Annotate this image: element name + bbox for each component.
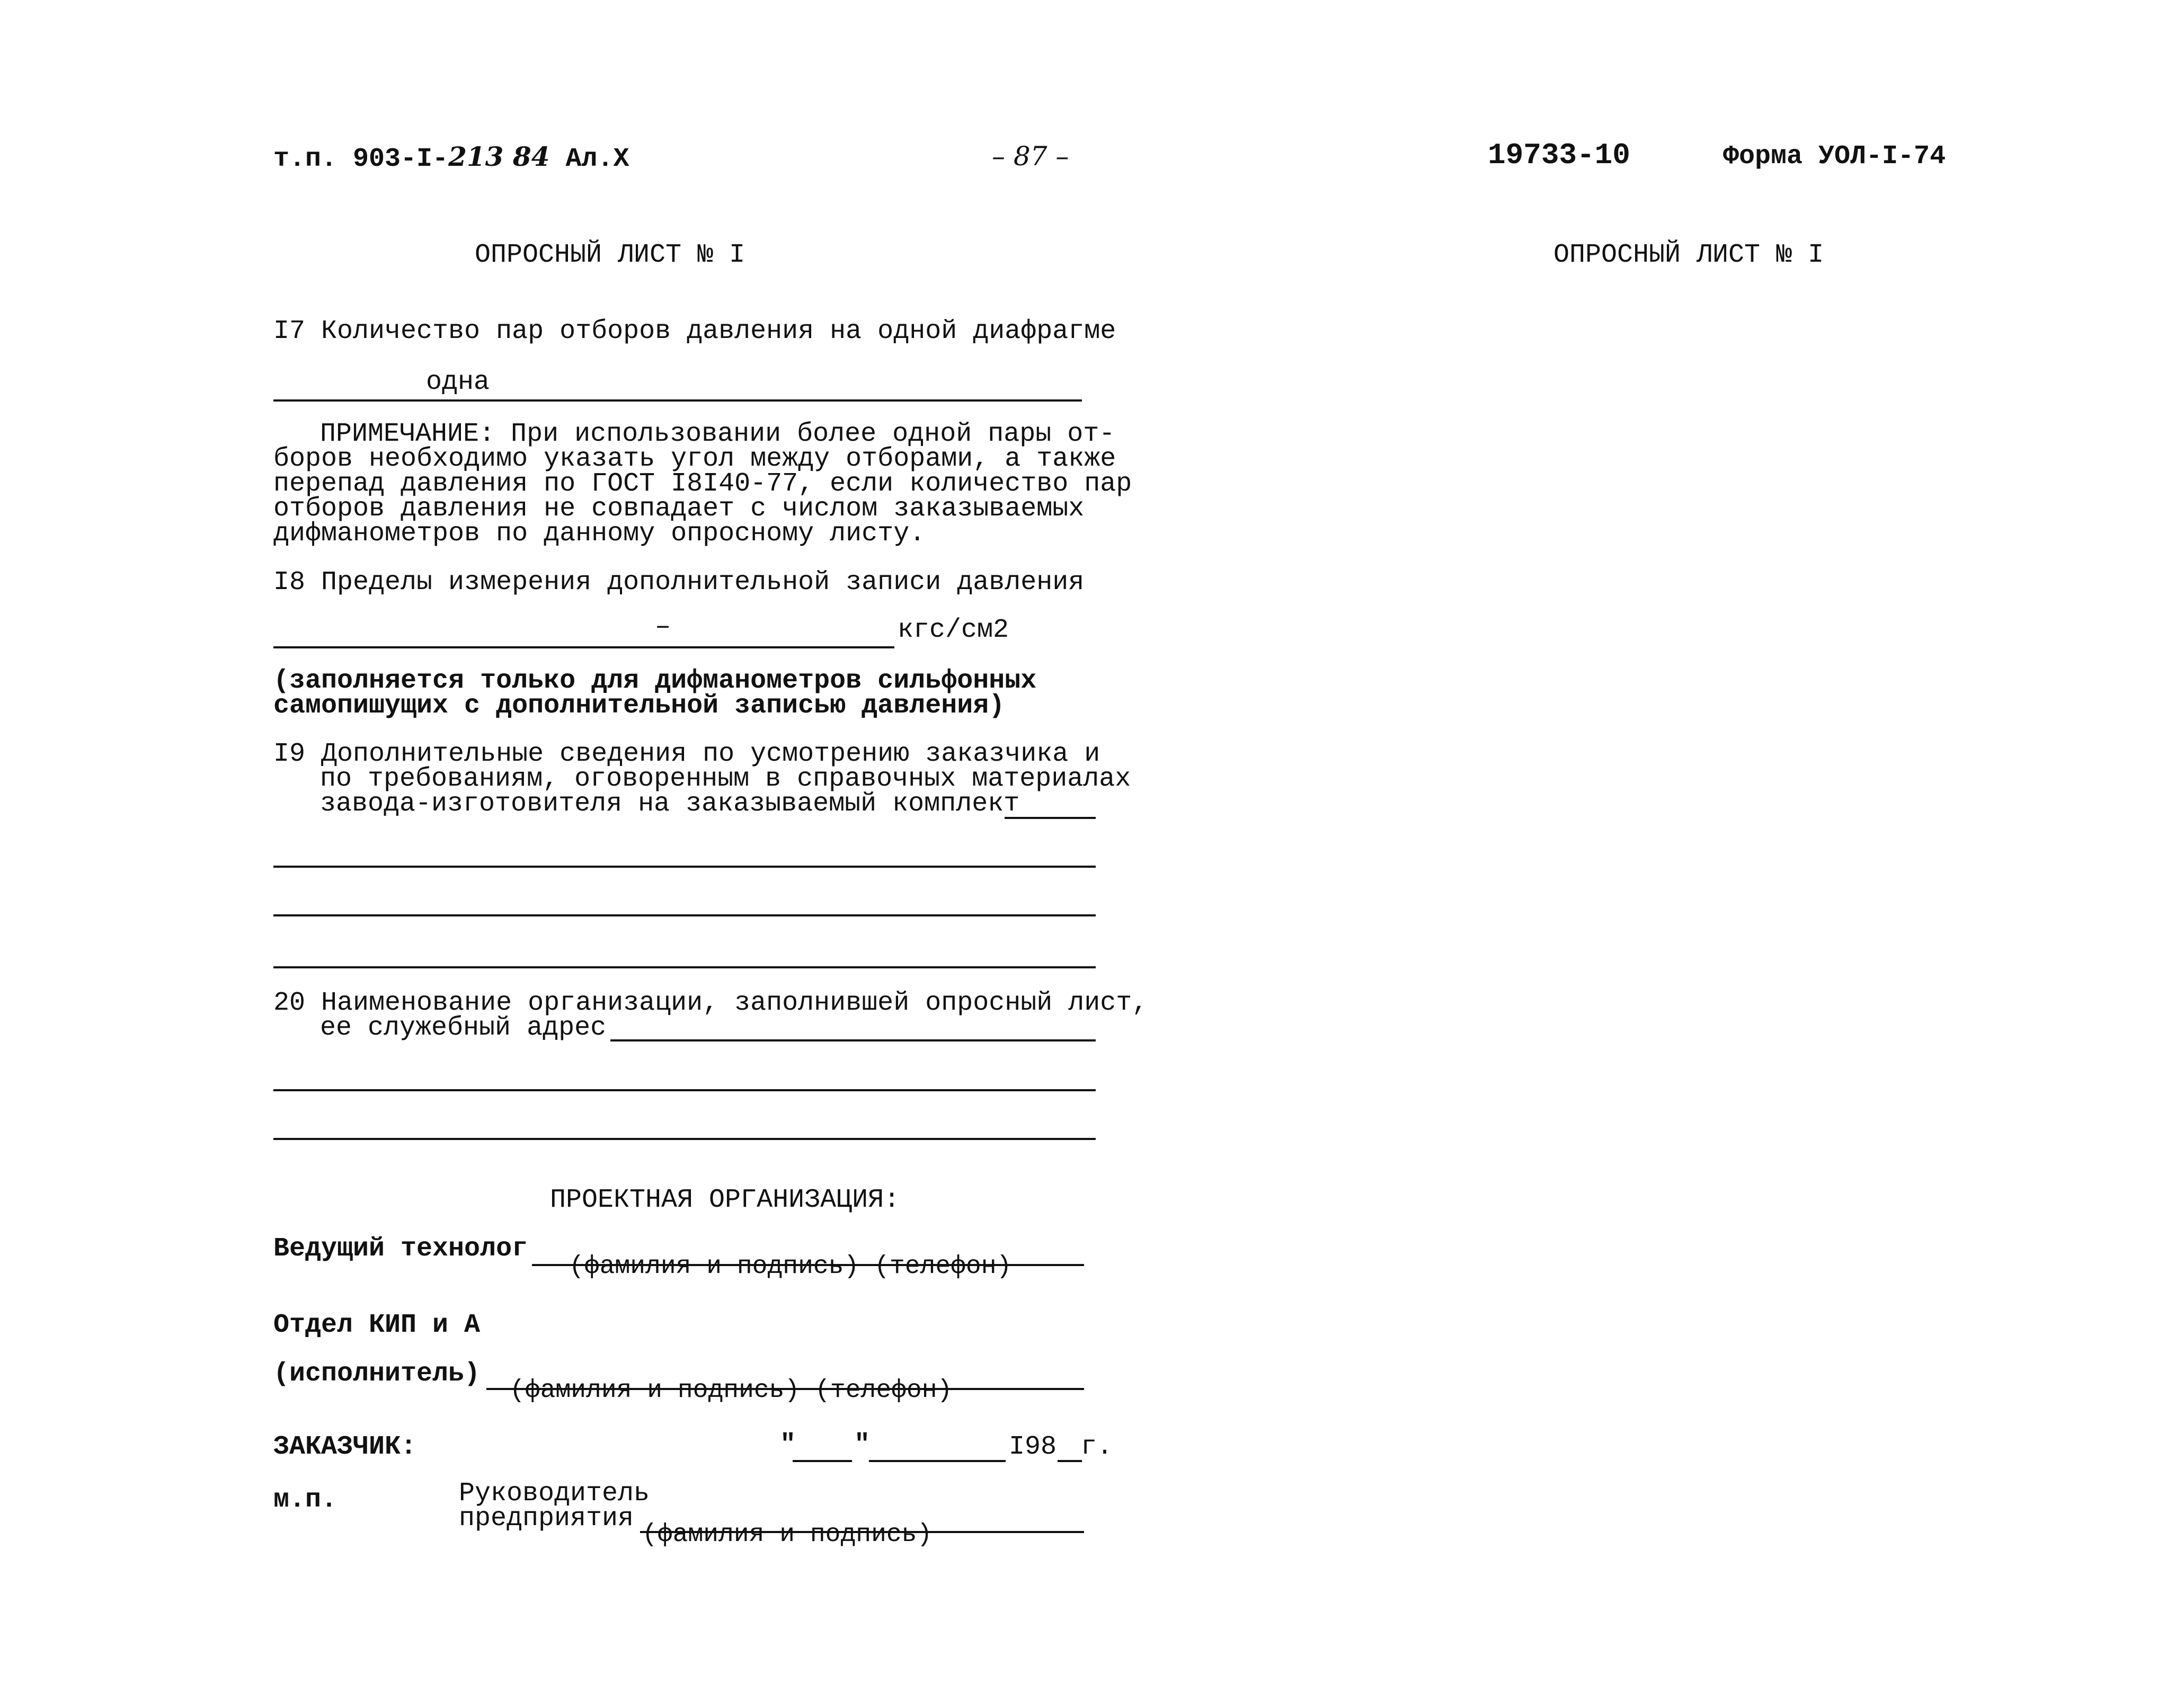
item-19-answer-line[interactable]	[273, 866, 1096, 868]
date-year-line[interactable]	[1058, 1460, 1082, 1462]
date-day-line[interactable]	[793, 1460, 852, 1462]
item-17-value[interactable]: одна	[426, 367, 490, 397]
design-org-heading: ПРОЕКТНАЯ ОРГАНИЗАЦИЯ:	[550, 1185, 900, 1215]
archive-number: 19733-10	[1488, 138, 1630, 172]
note-line: перепад давления по ГОСТ I8I40-77, если количество пар	[273, 469, 1132, 499]
item-18-hint	[273, 666, 1037, 721]
note-line: боров необходимо указать угол между отборами, а также	[273, 444, 1116, 474]
item-19-answer-line[interactable]	[1005, 817, 1096, 819]
doc-number-handwritten: 213 84	[448, 141, 550, 172]
item-20-answer-line[interactable]	[273, 1089, 1096, 1091]
lead-technologist-caption: (фамилия и подпись) (телефон)	[569, 1252, 1012, 1281]
item-20-label	[273, 988, 1148, 1043]
item-17-answer-line	[273, 399, 1082, 402]
date-month-line[interactable]	[869, 1460, 1006, 1462]
note-line: отборов давления не совпадает с числом заказываемых	[273, 494, 1085, 524]
item-19-label	[273, 739, 1131, 819]
executor-caption: (фамилия и подпись) (телефон)	[510, 1376, 953, 1405]
head-label-line: Руководитель	[459, 1479, 650, 1509]
item-20-answer-line[interactable]	[273, 1138, 1096, 1140]
page-number: – 87 –	[992, 141, 1069, 172]
head-caption: (фамилия и подпись)	[642, 1520, 933, 1549]
item-20-line: 20 Наименование организации, заполнившей опросный лист,	[273, 988, 1148, 1018]
item-20-line: ее служебный адрес	[320, 1013, 607, 1043]
item-17-label: I7 Количество пар отборов давления на одной диафрагме	[273, 316, 1116, 346]
page-title-left: ОПРОСНЫЙ ЛИСТ № I	[475, 240, 745, 270]
dept-label: Отдел КИП и А	[273, 1310, 481, 1340]
note-block	[273, 419, 1132, 549]
date-year-prefix: I98	[1009, 1432, 1057, 1462]
item-19-answer-line[interactable]	[273, 914, 1096, 916]
customer-label: ЗАКАЗЧИК:	[273, 1432, 417, 1462]
doc-reference	[273, 141, 629, 174]
head-label-line: предприятия	[459, 1503, 634, 1534]
head-label	[459, 1479, 650, 1534]
form-code: Форма УОЛ-I-74	[1723, 141, 1946, 172]
executor-label: (исполнитель)	[273, 1359, 481, 1389]
item-18-answer-line	[273, 646, 894, 648]
item-18-unit: кгс/см2	[898, 615, 1009, 645]
item-20-answer-line[interactable]	[610, 1039, 1096, 1041]
hint-line: самопишущих с дополнительной записью давления)	[273, 691, 1005, 721]
date-year-suffix: г.	[1081, 1432, 1113, 1462]
page-title-right: ОПРОСНЫЙ ЛИСТ № I	[1553, 240, 1824, 270]
item-19-line: I9 Дополнительные сведения по усмотрению заказчика и	[273, 739, 1100, 769]
date-quote-close: "	[854, 1430, 871, 1460]
note-line: ПРИМЕЧАНИЕ: При использовании более одной пары от-	[320, 419, 1115, 449]
note-line: дифманометров по данному опросному листу.	[273, 519, 926, 549]
hint-line: (заполняется только для дифманометров сильфонных	[273, 666, 1037, 696]
date-quote-open: "	[780, 1430, 796, 1460]
album-label: Ал.Х	[565, 144, 629, 174]
stamp-label: м.п.	[273, 1485, 338, 1515]
item-19-line: завода-изготовителя на заказываемый комплект	[320, 789, 1020, 819]
item-18-label: I8 Пределы измерения дополнительной записи давления	[273, 567, 1085, 598]
item-19-line: по требованиям, оговоренным в справочных материалах	[320, 764, 1131, 794]
item-19-answer-line[interactable]	[273, 966, 1096, 968]
item-18-value[interactable]: –	[655, 612, 671, 642]
lead-technologist-label: Ведущий технолог	[273, 1234, 528, 1264]
doc-prefix: т.п. 903-I-	[273, 144, 449, 174]
